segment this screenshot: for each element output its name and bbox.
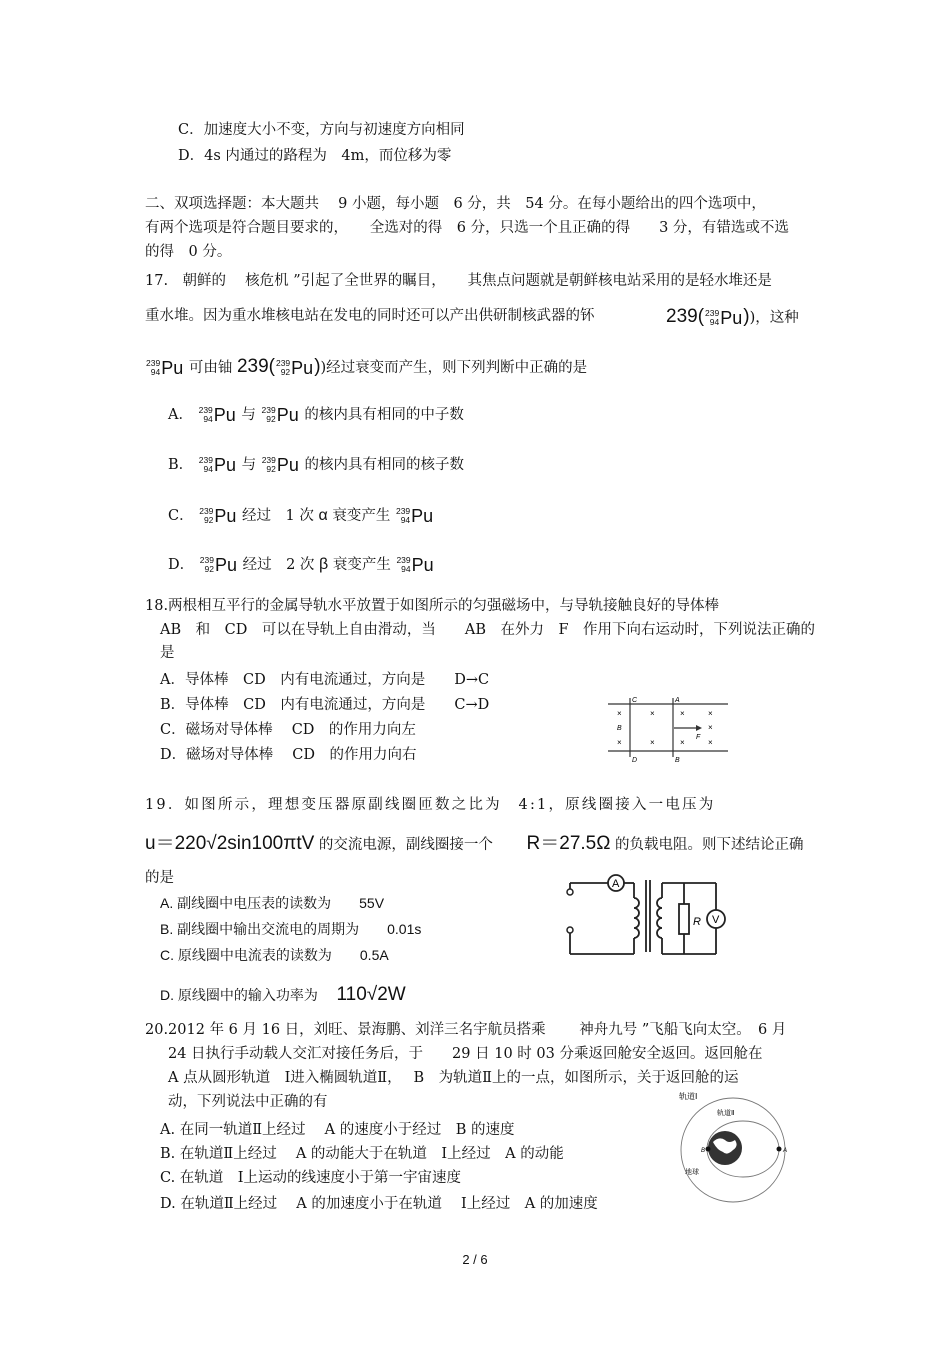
section2-line3: 的得 0 分。 (145, 244, 232, 260)
q19-option-d (160, 982, 406, 1008)
q18-rail-diagram (608, 694, 733, 766)
q20-line3: A 点从圆形轨道 Ⅰ进入椭圆轨道Ⅱ， B 为轨道Ⅱ上的一点，如图所示，关于返回舱的运 (168, 1070, 739, 1086)
isotope-pu92 (262, 450, 299, 480)
terminal-bottom (567, 927, 573, 933)
option-label: D． (168, 557, 195, 573)
section2-line2: 有两个选项是符合题目要求的， 全选对的得 6 分，只选一个且正确的得 3 分，有错选或不选 (145, 220, 789, 236)
q20-option-b: B. 在轨道Ⅱ上经过 A 的动能大于在轨道 Ⅰ上经过 A 的动能 (160, 1146, 564, 1162)
option-text: D. 原线圈中的输入功率为 (160, 987, 318, 1003)
field-cross: × (680, 709, 685, 718)
option-text: 与 (241, 407, 256, 423)
q19-option-a: A. 副线圈中电压表的读数为 55V (160, 895, 385, 911)
label-b: B (701, 1148, 706, 1154)
option-text: 的核内具有相同的中子数 (304, 407, 464, 423)
earth-label: 地球 (685, 1169, 699, 1176)
q19-transformer-diagram (566, 870, 738, 962)
isotope-pu94 (396, 550, 433, 580)
q19-line2-tail: 的负载电阻。则下述结论正确 (615, 837, 804, 853)
page-number: 2 / 6 (462, 1252, 488, 1267)
q16-option-d: D．4s 内通过的路程为 4m，而位移为零 (178, 148, 452, 164)
field-cross: × (708, 723, 713, 732)
field-cross: × (650, 738, 655, 747)
q20-line2: 24 日执行手动载人交汇对接任务后，于 29 日 10 时 03 分乘返回舱安全返回。返回舱在 (168, 1046, 763, 1062)
q17-paren: ) (743, 306, 750, 327)
q18-option-d: D．磁场对导体棒 CD 的作用力向右 (160, 747, 417, 763)
alpha-symbol: α (318, 507, 328, 524)
option-label: A． (168, 407, 193, 423)
point-b-marker (706, 1147, 711, 1152)
element-symbol: Pu (291, 358, 314, 378)
isotope-pu94 (396, 501, 433, 531)
q18-line2: AB 和 CD 可以在导轨上自由滑动，当 AB 在外力 F 作用下向右运动时，下列说法正确的 (160, 622, 816, 638)
element-symbol: Pu (214, 506, 237, 526)
field-cross: × (617, 738, 622, 747)
q17-option-c (168, 501, 434, 531)
atomic-number: 94 (150, 367, 161, 377)
beta-symbol: β (319, 556, 329, 573)
element-symbol: Pu (214, 555, 237, 575)
q18-option-b: B．导体棒 CD 内有电流通过，方向是 C→D (160, 697, 490, 713)
atomic-number: 94 (401, 564, 411, 574)
q20-option-d: D. 在轨道Ⅱ上经过 A 的加速度小于在轨道 Ⅰ上经过 A 的加速度 (160, 1196, 598, 1212)
option-text: 与 (241, 457, 257, 473)
element-symbol: Pu (276, 455, 299, 475)
q19-option-b: B. 副线圈中输出交流电的周期为 0.01s (160, 921, 422, 937)
voltmeter-label: V (712, 914, 720, 926)
q17-option-a (168, 400, 464, 430)
q18-line1: 18.两根相互平行的金属导轨水平放置于如图所示的匀强磁场中，与导轨接触良好的导体棒 (145, 598, 720, 614)
primary-coil (634, 898, 639, 938)
q17-option-d (168, 550, 435, 580)
field-cross: × (650, 709, 655, 718)
option-text: 衰变产生 (332, 508, 391, 524)
terminal-top (567, 889, 573, 895)
resistance-formula: R＝27.5Ω (526, 833, 611, 854)
atomic-number: 92 (266, 464, 276, 474)
q19-line2 (145, 830, 804, 858)
atomic-number: 92 (203, 515, 214, 525)
q17-line2-tail: )，这种 (749, 310, 799, 326)
q20-line4: 动，下列说法中正确的有 (168, 1094, 328, 1110)
atomic-number: 94 (400, 515, 411, 525)
element-symbol: Pu (720, 308, 743, 328)
isotope-pu92 (199, 501, 236, 531)
q20-orbit-diagram (673, 1090, 798, 1208)
resistor-label: R (693, 916, 701, 928)
q18-option-c: C．磁场对导体棒 CD 的作用力向左 (160, 722, 416, 738)
mass-number: 239 (199, 506, 214, 516)
q18-option-a: A．导体棒 CD 内有电流通过，方向是 D→C (160, 672, 490, 688)
element-symbol: Pu (276, 405, 299, 425)
mass-number: 239 (396, 555, 411, 565)
q17-mass-label: 239( (236, 356, 275, 377)
isotope-pu92 (262, 400, 299, 430)
q19-line3: 的是 (145, 870, 174, 886)
atomic-number: 94 (709, 317, 720, 327)
element-symbol: Pu (213, 455, 236, 475)
label-a: A (783, 1148, 788, 1154)
label-a: A (675, 697, 680, 704)
point-a-marker (777, 1147, 782, 1152)
q17-pu239-notation (666, 302, 799, 332)
ammeter-label: A (612, 878, 620, 890)
section2-line1: 二、双项选择题：本大题共 9 小题，每小题 6 分，共 54 分。在每小题给出的四个选项中， (145, 196, 766, 212)
atomic-number: 92 (204, 564, 214, 574)
isotope-pu94 (199, 450, 236, 480)
q17-mass-label: 239( (666, 306, 705, 327)
q17-paren: ) (314, 356, 321, 377)
power-value: 110√2W (336, 984, 406, 1005)
element-symbol: Pu (411, 555, 434, 575)
mass-number: 239 (146, 358, 161, 368)
label-b-left: B (617, 725, 622, 732)
q17-line2 (145, 306, 595, 326)
isotope-pu94 (199, 400, 236, 430)
field-cross: × (680, 738, 685, 747)
label-c: C (632, 697, 638, 704)
q17-option-b (168, 450, 464, 480)
isotope-pu92 (200, 550, 237, 580)
secondary-coil (657, 898, 662, 938)
q19-line2-text: 的交流电源，副线圈接一个 (318, 837, 522, 853)
q17-line1: 17. 朝鲜的 核危机 ”引起了全世界的瞩目， 其焦点问题就是朝鲜核电站采用的是轻水堆还是 (145, 273, 772, 289)
q19-line1: 19．如图所示，理想变压器原副线圈匝数之比为 4:1，原线圈接入一电压为 (145, 797, 716, 813)
label-b-bottom: B (675, 757, 680, 764)
q17-line3-text: 可由铀 (188, 360, 233, 376)
force-arrowhead (696, 725, 702, 731)
option-text: 经过 1 次 (242, 508, 314, 524)
option-text: 衰变产生 (332, 557, 391, 573)
voltage-formula: u＝220√2sin100πtV (145, 833, 315, 854)
option-label: B． (168, 457, 194, 473)
mass-number: 239 (395, 506, 411, 516)
label-d: D (632, 757, 638, 764)
mass-number: 239 (198, 455, 213, 465)
field-cross: × (617, 709, 622, 718)
isotope-pu94 (146, 353, 183, 383)
mass-number: 239 (705, 308, 720, 318)
atomic-number: 94 (203, 414, 213, 424)
q18-line3: 是 (160, 645, 175, 661)
q20-line1: 20.2012 年 6 月 16 日，刘旺、景海鹏、刘洋三名宇航员搭乘 神舟九号 ”飞船飞向太空。 6 月 (145, 1022, 787, 1038)
q20-option-a: A. 在同一轨道Ⅱ上经过 A 的速度小于经过 B 的速度 (160, 1122, 515, 1138)
atomic-number: 92 (280, 367, 291, 377)
mass-number: 239 (199, 555, 214, 565)
option-text: 的核内具有相同的核子数 (304, 457, 465, 473)
mass-number: 239 (261, 455, 276, 465)
option-label: C． (168, 508, 194, 524)
isotope-pu94 (705, 303, 742, 333)
atomic-number: 94 (203, 464, 213, 474)
orbit-2-label: 轨道Ⅱ (717, 1110, 735, 1117)
element-symbol: Pu (213, 405, 236, 425)
option-text: 经过 2 次 (242, 557, 315, 573)
field-cross: × (708, 709, 713, 718)
mass-number: 239 (275, 358, 291, 368)
element-symbol: Pu (161, 358, 184, 378)
q20-option-c: C. 在轨道 Ⅰ上运动的线速度小于第一宇宙速度 (160, 1170, 462, 1186)
isotope-pu92 (276, 353, 313, 383)
mass-number: 239 (198, 405, 213, 415)
element-symbol: Pu (411, 506, 434, 526)
q16-option-c: C．加速度大小不变，方向与初速度方向相同 (178, 122, 465, 138)
q17-line2-text: 重水堆。因为重水堆核电站在发电的同时还可以产出供研制核武器的钚 (145, 308, 595, 324)
q17-line3 (145, 352, 587, 382)
orbit-1-label: 轨道Ⅰ (679, 1092, 698, 1101)
field-cross: × (708, 738, 713, 747)
mass-number: 239 (261, 405, 276, 415)
resistor-icon (679, 904, 689, 934)
q17-line3-tail: )经过衰变而产生，则下列判断中正确的是 (320, 360, 588, 376)
atomic-number: 92 (266, 414, 276, 424)
label-f: F (696, 734, 701, 741)
q19-option-c: C. 原线圈中电流表的读数为 0.5A (160, 947, 389, 963)
